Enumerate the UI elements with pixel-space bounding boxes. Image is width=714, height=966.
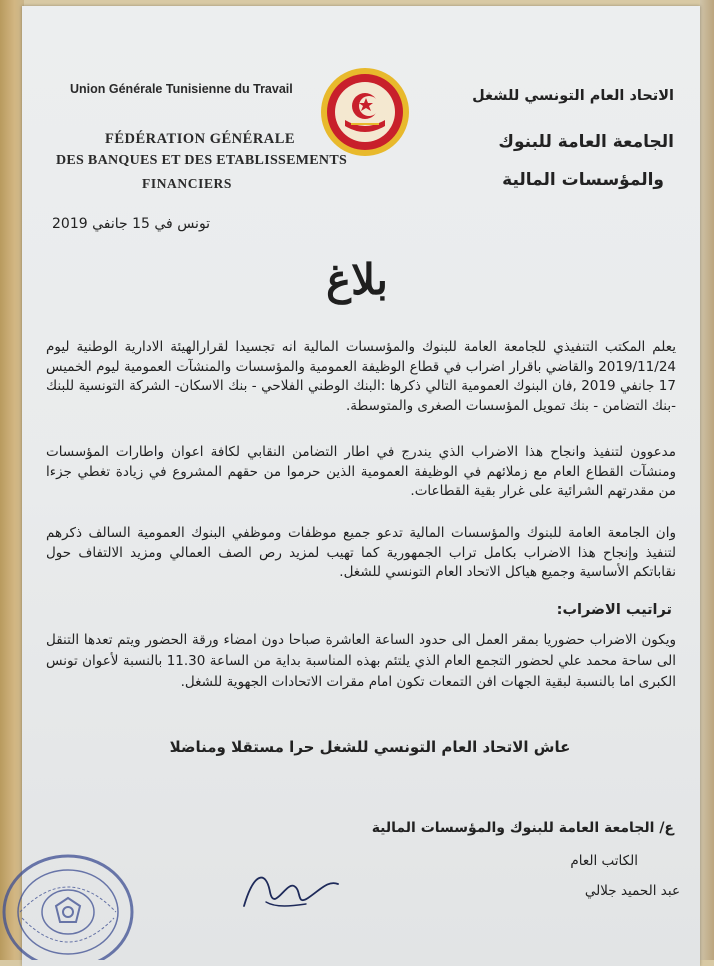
handwritten-signature-icon: [236, 862, 346, 922]
document-title: بلاغ: [326, 255, 388, 304]
federation-name-ar-line2: والمؤسسات المالية: [502, 170, 664, 190]
union-name-fr: Union Générale Tunisienne du Travail: [70, 82, 293, 96]
body-paragraph-3: وان الجامعة العامة للبنوك والمؤسسات المالية تدعو جميع موظفات وموظفي البنوك العمومية السالف ذكرهم لتنفيذ وإنجاح هذا الاضراب بكامل تراب الجمهورية كما تهيب لمزيد رص الصف العمالي ومزيد الالتفاف حول نقاباتكم الأساسية وجميع هياكل الاتحاد العام التونسي للشغل.: [46, 525, 676, 580]
federation-name-fr-line1: FÉDÉRATION GÉNÉRALE: [105, 131, 296, 147]
signatory-role: الكاتب العام: [570, 853, 638, 869]
body-paragraph-2: مدعوون لتنفيذ وانجاح هذا الاضراب الذي يندرج في اطار التضامن النقابي لكافة اعوان واطارات المؤسسات ومنشآت القطاع العام مع زملائهم في الوظيفة العمومية الذين حرموا من حقهم المشروع في زيادة تغطي جزءا من مقدرتهم الشرائية على غرار بقية القطاعات.: [46, 444, 676, 499]
background-right-edge: [700, 0, 714, 960]
federation-name-fr-line3: FINANCIERS: [142, 176, 233, 191]
document-date: تونس في 15 جانفي 2019: [52, 216, 211, 232]
official-stamp-icon: [0, 842, 148, 960]
closing-slogan: عاش الاتحاد العام التونسي للشغل حرا مستقلا ومناضلا: [169, 738, 571, 756]
signatory-name: عبد الحميد جلالي: [584, 883, 680, 899]
federation-name-ar-line1: الجامعة العامة للبنوك: [498, 132, 674, 152]
ugtt-emblem-icon: [319, 66, 411, 158]
signatory-organization: ع/ الجامعة العامة للبنوك والمؤسسات المالية: [371, 820, 674, 836]
body-paragraph-4: ويكون الاضراب حضوريا بمقر العمل الى حدود الساعة العاشرة صباحا دون امضاء ورقة الحضور ويتم تعدها التنقل الى ساحة محمد علي لحضور التجمع العام الذي يلتئم بهذه المناسبة بداية من الساعة 11.30 بالنسبة لأعوان تونس الكبرى اما بالنسبة لبقية الجهات افن التمعات تكون امام مقرات الاتحادات الجهوية للشغل.: [46, 632, 676, 690]
union-name-ar: الاتحاد العام التونسي للشغل: [472, 88, 674, 104]
federation-name-fr-line2: DES BANQUES ET DES ETABLISSEMENTS: [56, 153, 348, 168]
strike-schedule-heading: تراتيب الاضراب:: [556, 602, 672, 618]
background-left-edge: [0, 0, 24, 960]
body-paragraph-1: يعلم المكتب التنفيذي للجامعة العامة للبنوك والمؤسسات المالية انه تجسيدا لقرارالهيئة الادارية الوطنية ليوم 2019/11/24 والقاضي باقرار اضراب في قطاع الوظيفة العمومية والمؤسسات والمنشآت العمومية ليوم الخميس 17 جانفي 2019 ,فان البنوك العمومية التالي ذكرها :البنك الوطني الفلاحي - بنك الاسكان- الشركة التونسية للبنك -بنك التضامن - بنك تمويل المؤسسات الصغرى والمتوسطة.: [46, 339, 676, 414]
